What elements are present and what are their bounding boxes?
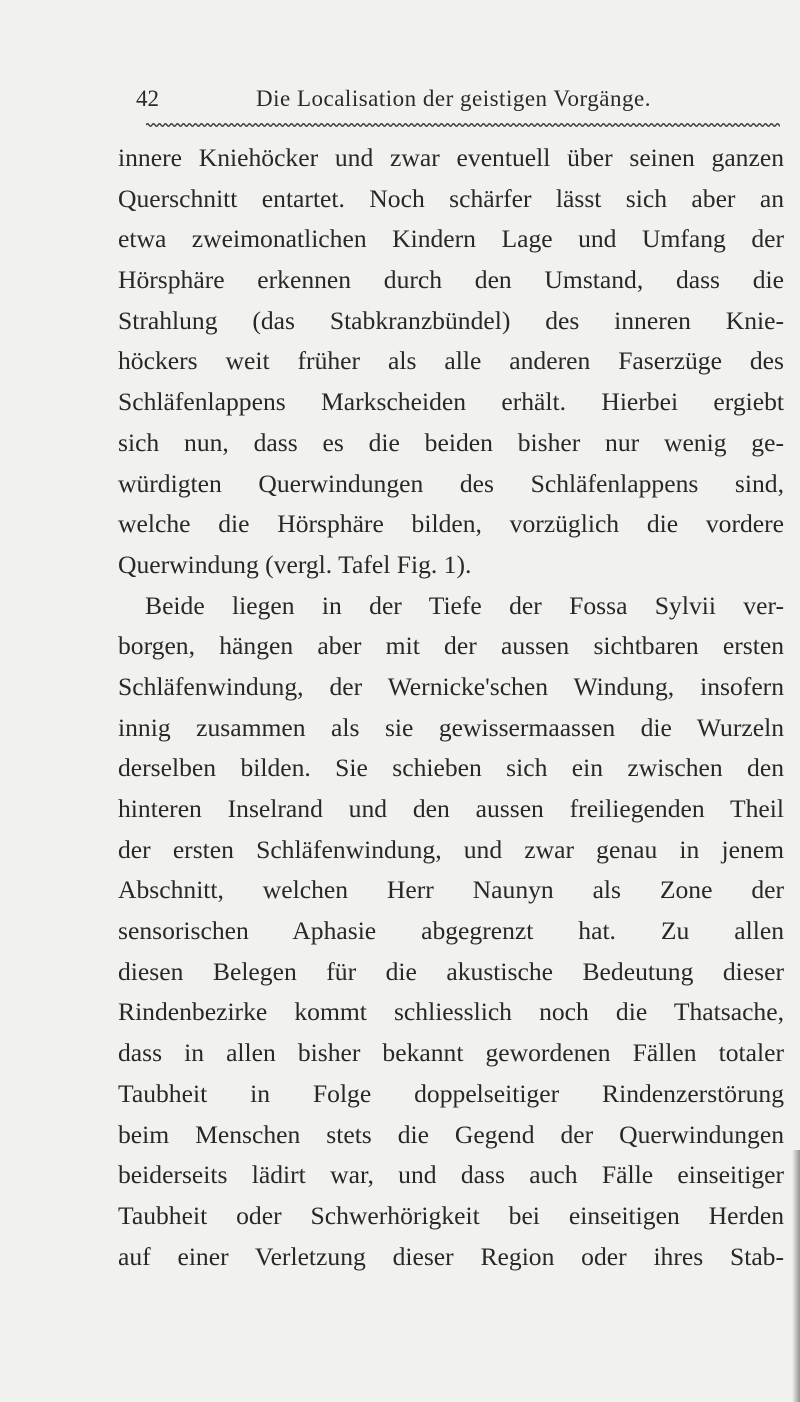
text-line: Abschnitt, welchen Herr Naunyn als Zone der	[118, 875, 784, 905]
wavy-rule	[146, 122, 780, 128]
text-line: diesen Belegen für die akustische Bedeutung dieser	[118, 956, 784, 986]
page-edge-shadow	[792, 1150, 800, 1402]
text-line: Querwindung (vergl. Tafel Fig. 1).	[118, 549, 472, 579]
text-line: derselben bilden. Sie schieben sich ein zwischen den	[118, 753, 784, 783]
text-line: Hörsphäre erkennen durch den Umstand, dass die	[118, 265, 784, 295]
text-line: welche die Hörsphäre bilden, vorzüglich die vordere	[118, 509, 784, 539]
text-line: borgen, hängen aber mit der aussen sichtbaren ersten	[118, 631, 784, 661]
body-text	[118, 138, 784, 1277]
text-line: innig zusammen als sie gewissermaassen die Wurzeln	[118, 712, 784, 742]
page-number: 42	[136, 86, 159, 111]
text-line: Taubheit in Folge doppelseitiger Rindenzerstörung	[118, 1078, 784, 1108]
text-line: beim Menschen stets die Gegend der Querwindungen	[118, 1119, 784, 1149]
text-line: würdigten Querwindungen des Schläfenlappens sind,	[118, 468, 784, 498]
running-title: Die Localisation der geistigen Vorgänge.	[256, 86, 651, 111]
text-line: Querschnitt entartet. Noch schärfer lässt sich aber an	[118, 183, 784, 213]
text-line: etwa zweimonatlichen Kindern Lage und Umfang der	[118, 224, 784, 254]
text-line: höckers weit früher als alle anderen Faserzüge des	[118, 346, 784, 376]
text-line: hinteren Inselrand und den aussen freiliegenden Theil	[118, 794, 784, 823]
text-line: Beide liegen in der Tiefe der Fossa Sylvii ver-	[145, 590, 784, 620]
text-line: beiderseits lädirt war, und dass auch Fälle einseitiger	[118, 1160, 784, 1190]
text-line: der ersten Schläfenwindung, und zwar genau in jenem	[118, 834, 784, 864]
text-line: Rindenbezirke kommt schliesslich noch die Thatsache,	[118, 997, 784, 1027]
text-line: Taubheit oder Schwerhörigkeit bei einseitigen Herden	[118, 1200, 784, 1230]
text-line: Strahlung (das Stabkranzbündel) des inneren Knie-	[118, 305, 784, 335]
page-header	[136, 82, 782, 118]
text-line: Schläfenwindung, der Wernicke'schen Windung, insofern	[118, 671, 784, 701]
text-line: innere Kniehöcker und zwar eventuell über seinen ganzen	[118, 143, 784, 172]
text-line: sensorischen Aphasie abgegrenzt hat. Zu allen	[118, 916, 784, 946]
text-line: dass in allen bisher bekannt gewordenen Fällen totaler	[118, 1038, 784, 1068]
text-line: Schläfenlappens Markscheiden erhält. Hierbei ergiebt	[118, 387, 784, 417]
text-line: auf einer Verletzung dieser Region oder ihres Stab-	[118, 1241, 784, 1271]
text-line: sich nun, dass es die beiden bisher nur wenig ge-	[118, 427, 784, 457]
